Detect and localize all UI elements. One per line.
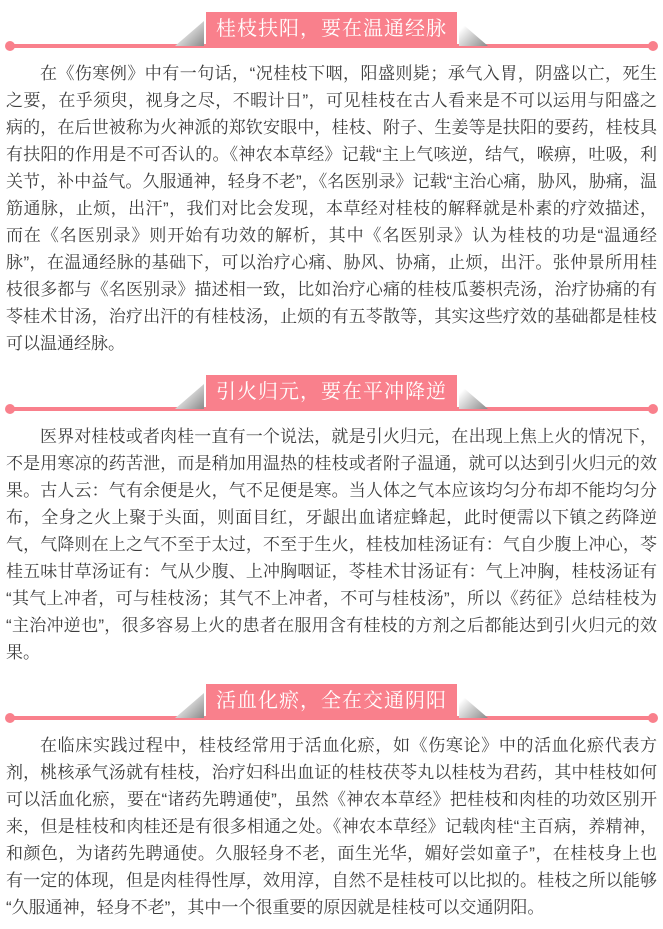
ribbon-row xyxy=(6,680,657,718)
ribbon-fold-right-icon xyxy=(459,384,488,409)
section-paragraph: 医界对桂枝或者肉桂一直有一个说法，就是引火归元，在出现上焦上火的情况下，不是用寒凉的药苦泄，而是稍加用温热的桂枝或者附子温通，就可以达到引火归元的效果。古人云：气有余便是火，气不足便是寒。当人体之气本应该均匀分布却不能均匀分布，全身之火上聚于头面，则面目红，牙龈出血诸症蜂起，此时便需以下镇之药降逆气，气降则在上之气不至于太过，不至于生火，桂枝加桂汤证有：气自少腹上冲心，苓桂五味甘草汤证有：气从少腹、上冲胸咽证，苓桂术甘汤证有：气上冲胸，桂枝汤证有“其气上冲者，可与桂枝汤；其气不上冲者，不可与桂枝汤”，所以《药征》总结桂枝为“主治冲逆也”，很多容易上火的患者在服用含有桂枝的方剂之后都能达到引火归元的效果。 xyxy=(6,427,657,662)
ribbon-fold-left-icon xyxy=(175,21,204,46)
section-paragraph: 在《伤寒例》中有一句话，“况桂枝下咽，阳盛则毙；承气入胃，阴盛以亡，死生之要，在乎须臾，视身之尽，不暇计日”，可见桂枝在古人看来是不可以运用与阳盛之病的，在后世被称为火神派的郑钦安眼中，桂枝、附子、生姜等是扶阳的要药，桂枝具有扶阳的作用是不可否认的。《神农本草经》记载“主上气咳逆，结气，喉痹，吐吸，利关节，补中益气。久服通神，轻身不老”，《名医别录》记载“主治心痛，胁风，胁痛，温筋通脉，止烦，出汗”，我们对比会发现，本草经对桂枝的解释就是朴素的疗效描述，而在《名医别录》则开始有功效的解析，其中《名医别录》认为桂枝的功是“温通经脉”，在温通经脉的基础下，可以治疗心痛、胁风、协痛，止烦，出汗。张仲景所用桂枝很多都与《名医别录》描述相一致，比如治疗心痛的桂枝瓜蒌枳壳汤，治疗协痛的有苓桂术甘汤，治疗出汗的有桂枝汤，止烦的有五苓散等，其实这些疗效的基础都是桂枝可以温通经脉。 xyxy=(6,64,657,353)
ribbon-fold-right-icon xyxy=(459,21,488,46)
ribbon-fold-left-icon xyxy=(175,693,204,718)
ribbon-row xyxy=(6,8,657,46)
section xyxy=(6,8,657,357)
section xyxy=(6,371,657,666)
ribbon-row xyxy=(6,371,657,409)
ribbon-fold-right-icon xyxy=(459,693,488,718)
section-title: 桂枝扶阳，要在温通经脉 xyxy=(206,12,457,46)
section-header xyxy=(6,680,657,722)
ribbon-fold-left-icon xyxy=(175,384,204,409)
section xyxy=(6,680,657,921)
section-title: 引火归元，要在平冲降逆 xyxy=(206,375,457,409)
section-header xyxy=(6,371,657,413)
section-header xyxy=(6,8,657,50)
section-paragraph: 在临床实践过程中，桂枝经常用于活血化瘀，如《伤寒论》中的活血化瘀代表方剂，桃核承气汤就有桂枝，治疗妇科出血证的桂枝茯苓丸以桂枝为君药，其中桂枝如何可以活血化瘀，要在“诸药先聘通使”，虽然《神农本草经》把桂枝和肉桂的功效区别开来，但是桂枝和肉桂还是有很多相通之处。《神农本草经》记载肉桂“主百病，养精神，和颜色，为诸药先聘通使。久服轻身不老，面生光华，媚好尝如童子”，在桂枝身上也有一定的体现，但是肉桂得性厚，效用淳，自然不是桂枝可以比拟的。桂枝之所以能够“久服通神，轻身不老”，其中一个很重要的原因就是桂枝可以交通阴阳。 xyxy=(6,736,657,917)
section-title: 活血化瘀，全在交通阴阳 xyxy=(206,684,457,718)
